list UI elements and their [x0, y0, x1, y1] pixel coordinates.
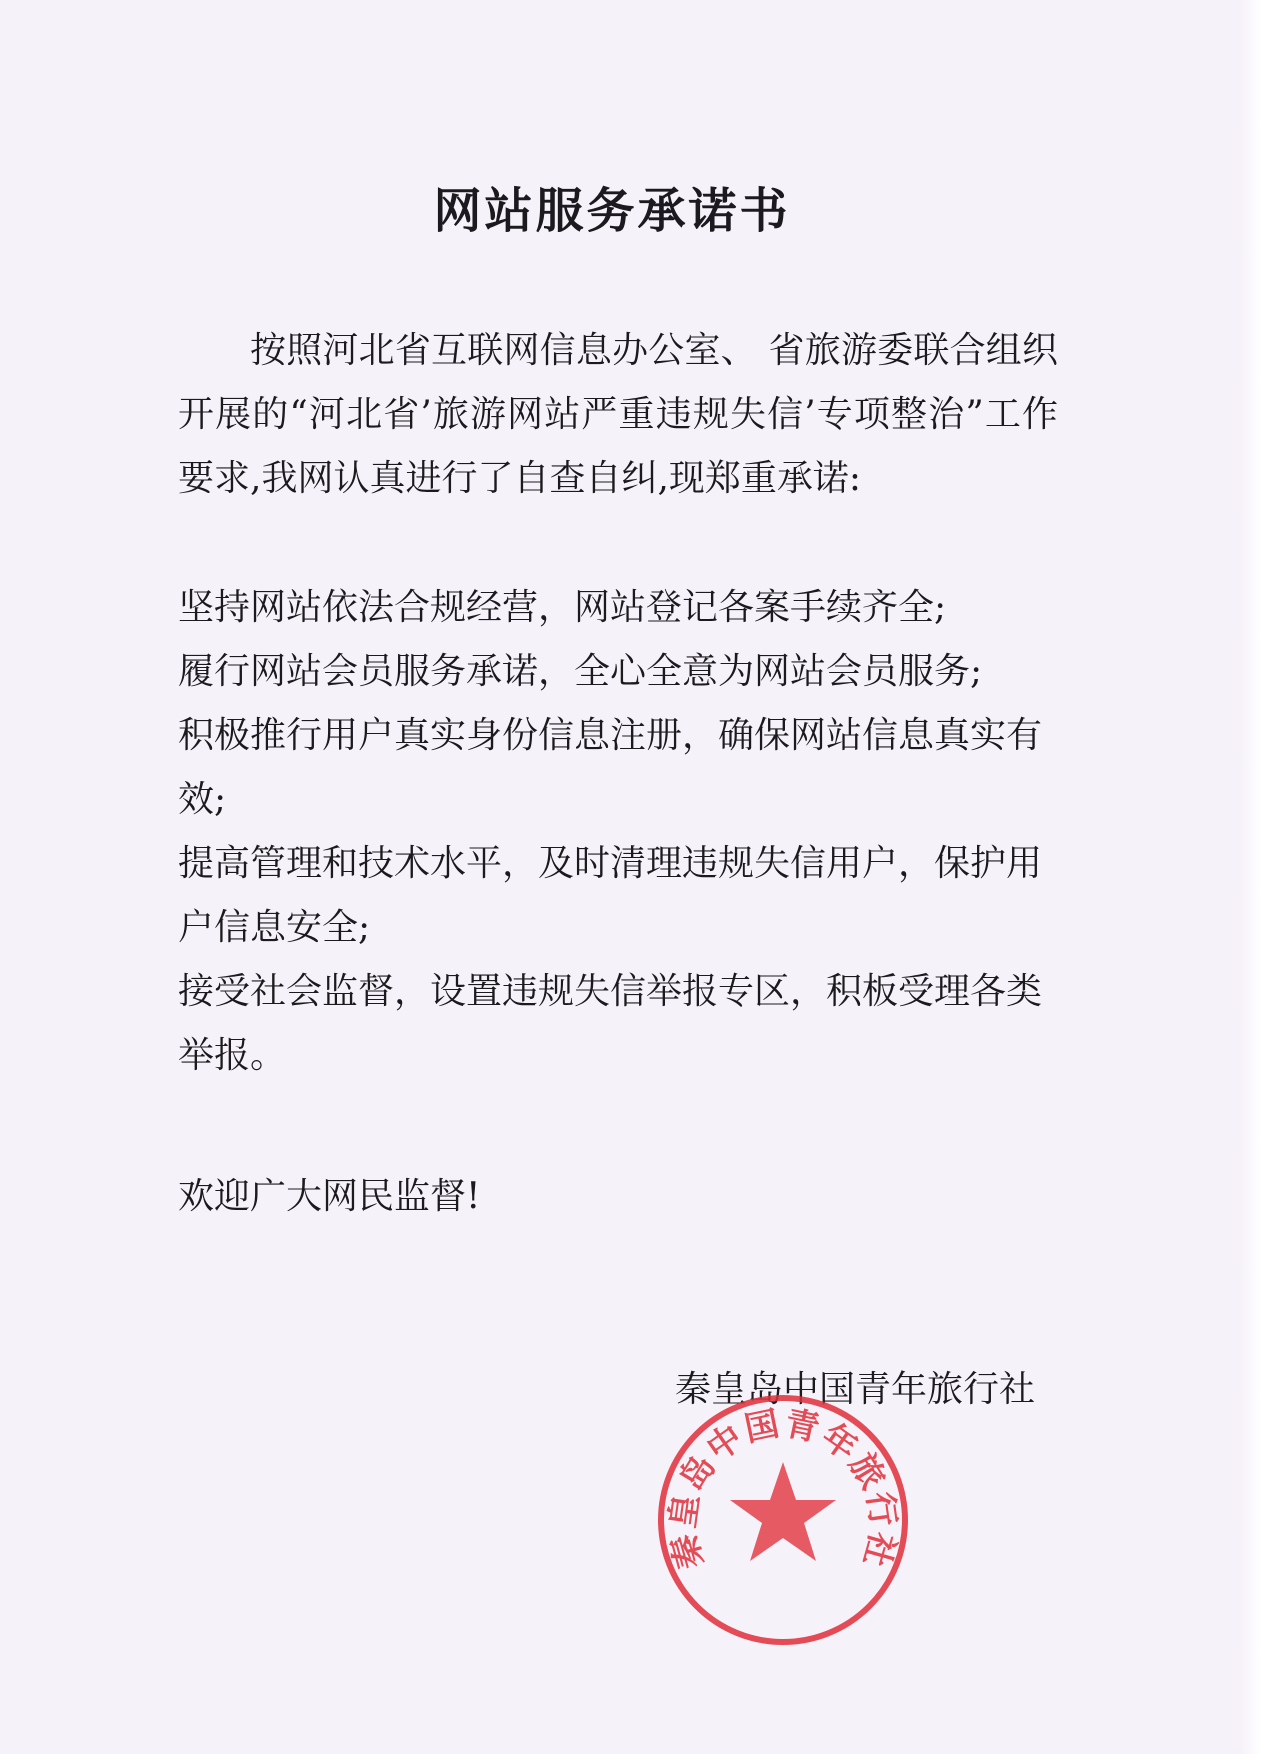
commitment-item: 坚持网站依法合规经营，网站登记各案手续齐全;: [178, 587, 947, 628]
commitment-list: [178, 576, 1058, 1088]
commitment-item: 提高管理和技术水平，及时清理违规失信用户，保护用户信息安全;: [178, 843, 1043, 948]
star-icon: [730, 1462, 836, 1561]
commitment-item: 履行网站会员服务承诺，全心全意为网站会员服务;: [178, 651, 983, 692]
commitment-item: 积极推行用户真实身份信息注册，确保网站信息真实有效;: [178, 715, 1043, 820]
document-title: 网站服务承诺书: [433, 183, 791, 239]
intro-paragraph: 按照河北省互联网信息办公室、 省旅游委联合组织开展的“河北省’旅游网站严重违规失信’专项整治”工作要求,我网认真进行了自查自纠,现郑重承诺:: [178, 330, 1058, 499]
commitment-item: 接受社会监督，设置违规失信举报专区，积板受理各类举报。: [178, 971, 1043, 1076]
seal-text: 秦皇岛中国青年旅行社: [662, 1403, 904, 1574]
company-seal: [655, 1392, 911, 1648]
signer-name: 秦皇岛中国青年旅行社: [674, 1369, 1035, 1410]
closing-line: 欢迎广大网民监督!: [178, 1176, 481, 1217]
